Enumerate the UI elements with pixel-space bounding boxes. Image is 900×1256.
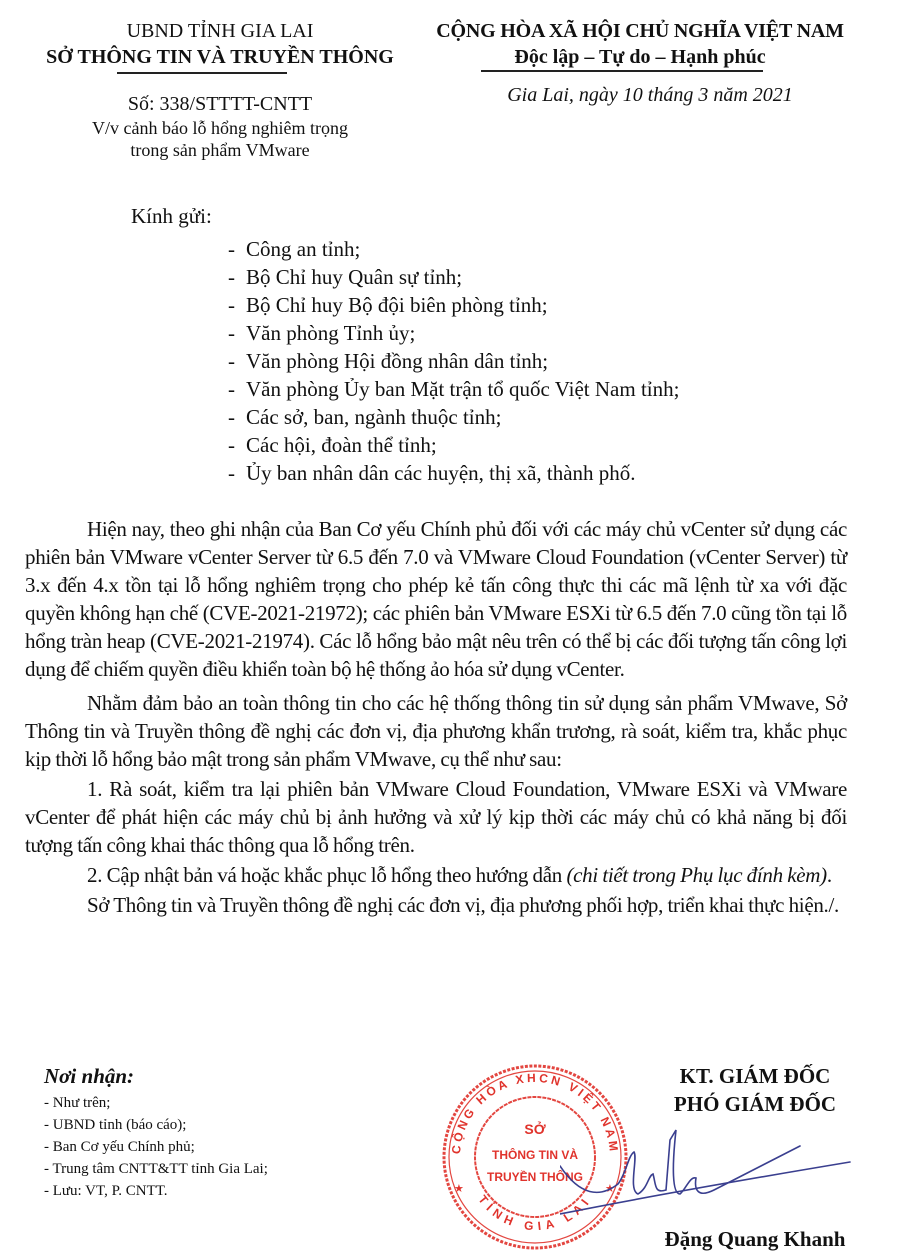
- bullet-dash: -: [228, 321, 235, 345]
- handwritten-signature-icon: [560, 1126, 860, 1221]
- recipient-item: [228, 459, 679, 487]
- bullet-dash: -: [228, 405, 235, 429]
- greeting: Kính gửi:: [131, 204, 212, 228]
- recipient-item: [228, 235, 679, 263]
- parent-organization: UBND TỈNH GIA LAI: [126, 20, 314, 42]
- recipient-text: Công an tỉnh;: [246, 237, 361, 261]
- national-motto: Độc lập – Tự do – Hạnh phúc: [514, 46, 766, 68]
- action-item-2: [25, 861, 847, 889]
- recipients-footer-title: Nơi nhận:: [44, 1064, 135, 1088]
- recipient-item: [228, 431, 679, 459]
- national-title-block: [400, 18, 880, 70]
- recipient-item: [228, 291, 679, 319]
- action-item-1: 1. Rà soát, kiểm tra lại phiên bản VMware Cloud Foundation, VMware ESXi và VMware vCenter để phát hiện các máy chủ bị ảnh hưởng và xử lý kịp thời các máy chủ có khả năng bị đối tượng tấn công khai thác thông qua lỗ hổng trên.: [25, 777, 847, 857]
- seal-center-line-2: THÔNG TIN VÀ: [492, 1148, 578, 1162]
- footer-recipient: - Trung tâm CNTT&TT tỉnh Gia Lai;: [44, 1161, 268, 1177]
- appendix-reference: (chi tiết trong Phụ lục đính kèm): [566, 863, 827, 887]
- seal-bottom-text: TỈNH GIA LAI: [475, 1192, 595, 1234]
- place-and-date: Gia Lai, ngày 10 tháng 3 năm 2021: [507, 84, 793, 106]
- seal-star-icon: ★: [605, 1183, 615, 1195]
- recipient-text: Văn phòng Hội đồng nhân dân tỉnh;: [246, 349, 549, 373]
- signature-position: PHÓ GIÁM ĐỐC: [673, 1092, 837, 1116]
- recipient-item: [228, 263, 679, 291]
- letter-body: [25, 515, 847, 925]
- nation-title: CỘNG HÒA XÃ HỘI CHỦ NGHĨA VIỆT NAM: [436, 20, 844, 42]
- recipient-item: [228, 375, 679, 403]
- footer-recipient: - UBND tỉnh (báo cáo);: [44, 1117, 187, 1133]
- bullet-dash: -: [228, 461, 235, 485]
- bullet-dash: -: [228, 377, 235, 401]
- paragraph-request: Nhằm đảm bảo an toàn thông tin cho các hệ thống thông tin sử dụng sản phẩm VMwave, Sở Thông tin và Truyền thông đề nghị các đơn vị, địa phương khẩn trương, rà soát, kiểm tra, khắc phục kịp thời lỗ hổng bảo mật trong sản phẩm VMwave, cụ thể như sau:: [25, 691, 847, 771]
- recipients-footer-list: [44, 1092, 268, 1202]
- organization-name: SỞ THÔNG TIN VÀ TRUYỀN THÔNG: [46, 46, 394, 68]
- recipient-list: [228, 235, 679, 487]
- subject-line-2: trong sản phẩm VMware: [130, 140, 310, 160]
- recipient-text: Các sở, ban, ngành thuộc tỉnh;: [246, 405, 502, 429]
- signer-name: Đặng Quang Khanh: [664, 1227, 846, 1251]
- doc-meta: [20, 91, 420, 161]
- seal-outer-text: CỘNG HÒA XHCN VIỆT NAM: [448, 1070, 622, 1155]
- bullet-dash: -: [228, 265, 235, 289]
- recipient-item: [228, 347, 679, 375]
- recipient-text: Ủy ban nhân dân các huyện, thị xã, thành phố.: [246, 461, 636, 485]
- issuing-authority-block: [20, 18, 420, 70]
- signature-authority: KT. GIÁM ĐỐC: [679, 1064, 831, 1088]
- paragraph-situation: Hiện nay, theo ghi nhận của Ban Cơ yếu Chính phủ đối với các máy chủ vCenter sử dụng các phiên bản VMware vCenter Server từ 6.5 đến 7.0 và VMware Cloud Foundation (vCenter Server) từ 3.x đến 4.x tồn tại lỗ hổng nghiêm trọng cho phép kẻ tấn công thực thi các mã lệnh từ xa với đặc quyền không hạn chế (CVE-2021-21972); các phiên bản VMware ESXi từ 6.5 đến 7.0 cũng tồn tại lỗ hổng tràn heap (CVE-2021-21974). Các lỗ hổng bảo mật nêu trên có thể bị các đối tượng tấn công lợi dụng để chiếm quyền điều khiển toàn bộ hệ thống ảo hóa sử dụng vCenter.: [25, 517, 847, 681]
- seal-star-icon: ★: [454, 1183, 464, 1195]
- seal-center-line-3: TRUYỀN THÔNG: [487, 1170, 583, 1184]
- recipient-text: Bộ Chỉ huy Quân sự tỉnh;: [246, 265, 463, 289]
- recipient-item: [228, 403, 679, 431]
- recipient-item: [228, 319, 679, 347]
- footer-recipient: - Ban Cơ yếu Chính phủ;: [44, 1139, 195, 1155]
- recipient-text: Văn phòng Ủy ban Mặt trận tổ quốc Việt Nam tỉnh;: [246, 377, 680, 401]
- motto-underline: [481, 70, 763, 72]
- document-number: Số: 338/STTTT-CNTT: [127, 93, 313, 115]
- subject-line-1: V/v cảnh báo lỗ hổng nghiêm trọng: [92, 118, 348, 138]
- organization-underline: [117, 72, 287, 74]
- footer-recipient: - Như trên;: [44, 1095, 111, 1111]
- recipient-text: Bộ Chỉ huy Bộ đội biên phòng tỉnh;: [246, 293, 548, 317]
- recipient-text: Các hội, đoàn thể tỉnh;: [246, 433, 437, 457]
- bullet-dash: -: [228, 293, 235, 317]
- closing-paragraph: Sở Thông tin và Truyền thông đề nghị các đơn vị, địa phương phối hợp, triển khai thực hiện./.: [87, 893, 839, 917]
- action-item-2-end: .: [826, 863, 832, 887]
- signature-block: [640, 1062, 870, 1118]
- footer-recipient: - Lưu: VT, P. CNTT.: [44, 1183, 168, 1199]
- bullet-dash: -: [228, 349, 235, 373]
- seal-center-line-1: SỞ: [524, 1121, 546, 1137]
- bullet-dash: -: [228, 433, 235, 457]
- action-item-2-text: 2. Cập nhật bản vá hoặc khắc phục lỗ hổng theo hướng dẫn: [87, 863, 567, 887]
- recipient-text: Văn phòng Tỉnh ủy;: [246, 321, 416, 345]
- bullet-dash: -: [228, 237, 235, 261]
